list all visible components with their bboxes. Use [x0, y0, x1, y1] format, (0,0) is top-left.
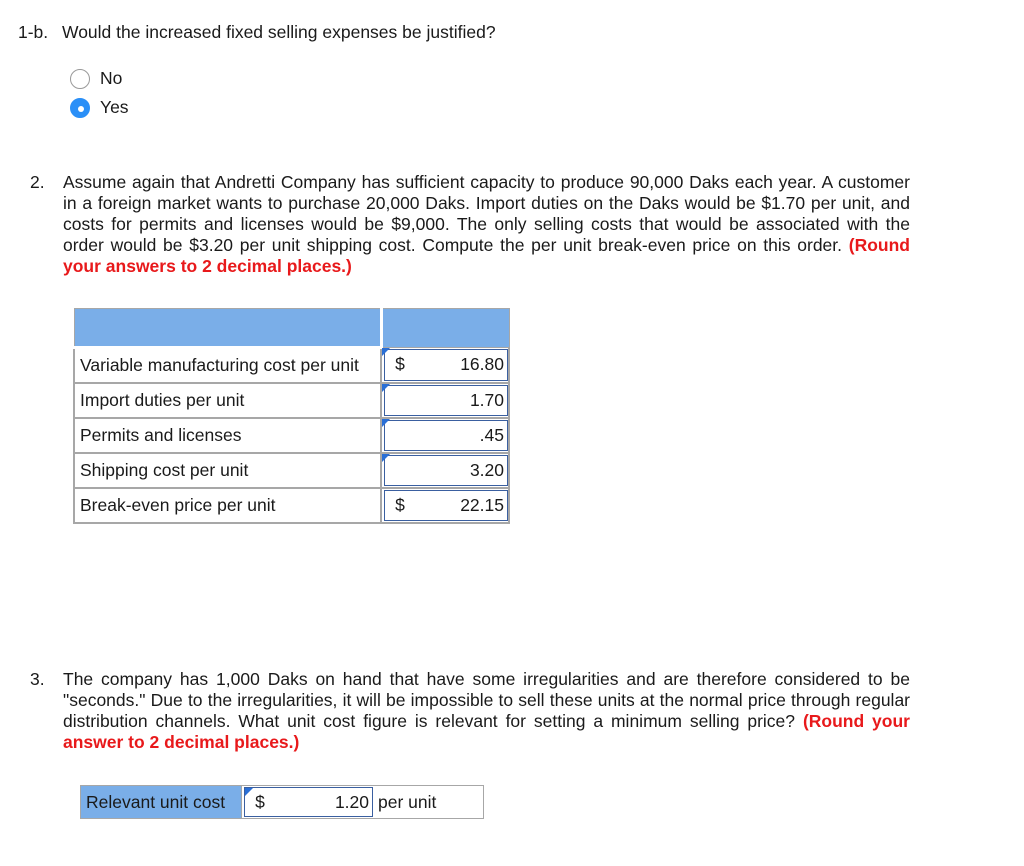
question-text: Assume again that Andretti Company has sufficient capacity to produce 90,000 Daks each year. A customer in a foreign market wants to purchase 20,000 Daks. Import duties on the Daks would be $1.70 per unit, and costs for permits and licenses would be $9,000. The only selling costs that would be associated with the order would be $3.20 per unit shipping cost. Compute the per unit break-even price on this order. — [63, 172, 910, 255]
currency-symbol: $ — [395, 494, 405, 515]
break-even-table — [73, 308, 510, 524]
table-row — [74, 453, 509, 488]
row-label: Import duties per unit — [74, 383, 381, 418]
row-value-cell[interactable] — [381, 453, 509, 488]
row-value-cell[interactable] — [381, 418, 509, 453]
table-row — [74, 488, 509, 523]
currency-symbol: $ — [395, 354, 405, 375]
row-value-cell[interactable] — [381, 348, 509, 383]
answer-label: Relevant unit cost — [81, 786, 242, 818]
question-3 — [30, 669, 910, 753]
amount-value: 3.20 — [469, 459, 504, 480]
row-label: Shipping cost per unit — [74, 453, 381, 488]
table-row — [74, 383, 509, 418]
question-text: Would the increased fixed selling expenses be justified? — [62, 22, 496, 42]
amount-input[interactable] — [384, 490, 508, 521]
amount-value: 16.80 — [460, 354, 504, 375]
input-marker-icon — [382, 419, 390, 427]
row-value-cell[interactable] — [381, 488, 509, 523]
input-marker-icon — [382, 384, 390, 392]
question-text: The company has 1,000 Daks on hand that have some irregularities and are therefore considered to be "seconds." Due to the irregularities, it will be impossible to sell these units at the normal price through regular distribution channels. What unit cost figure is relevant for setting a minimum selling price? — [63, 669, 910, 731]
question-1b — [18, 22, 496, 43]
input-marker-icon — [382, 348, 390, 356]
radio-option-yes[interactable] — [70, 97, 129, 118]
unit-cost-input[interactable] — [244, 787, 373, 817]
radio-label-yes: Yes — [100, 97, 129, 117]
currency-symbol: $ — [255, 791, 265, 812]
table-row — [74, 348, 509, 383]
row-label: Permits and licenses — [74, 418, 381, 453]
rounding-instruction: (Round your answers to 2 decimal places.) — [63, 235, 910, 276]
header-cell-value — [381, 309, 509, 348]
relevant-unit-cost-table — [80, 785, 484, 819]
amount-value: .45 — [479, 424, 504, 445]
row-label: Break-even price per unit — [74, 488, 381, 523]
question-2 — [30, 172, 910, 277]
input-marker-icon — [245, 788, 253, 796]
radio-label-no: No — [100, 68, 123, 88]
amount-input[interactable] — [384, 385, 508, 416]
radio-option-no[interactable] — [70, 68, 122, 89]
input-marker-icon — [382, 454, 390, 462]
table-row — [74, 418, 509, 453]
row-label: Variable manufacturing cost per unit — [74, 348, 381, 383]
question-number: 3. — [30, 669, 45, 689]
amount-value: 1.70 — [469, 389, 504, 410]
amount-input[interactable] — [384, 420, 508, 451]
radio-no[interactable] — [70, 69, 90, 89]
row-value-cell[interactable] — [381, 383, 509, 418]
amount-value: 1.20 — [334, 791, 369, 812]
amount-input[interactable] — [384, 349, 508, 381]
unit-label: per unit — [378, 791, 437, 812]
radio-yes[interactable] — [70, 98, 90, 118]
amount-input[interactable] — [384, 455, 508, 486]
rounding-instruction: (Round your answer to 2 decimal places.) — [63, 711, 910, 752]
table-header — [74, 309, 509, 348]
question-number: 2. — [30, 172, 45, 192]
question-number: 1-b. — [18, 22, 49, 42]
header-cell-label — [74, 309, 381, 348]
amount-value: 22.15 — [460, 494, 504, 515]
